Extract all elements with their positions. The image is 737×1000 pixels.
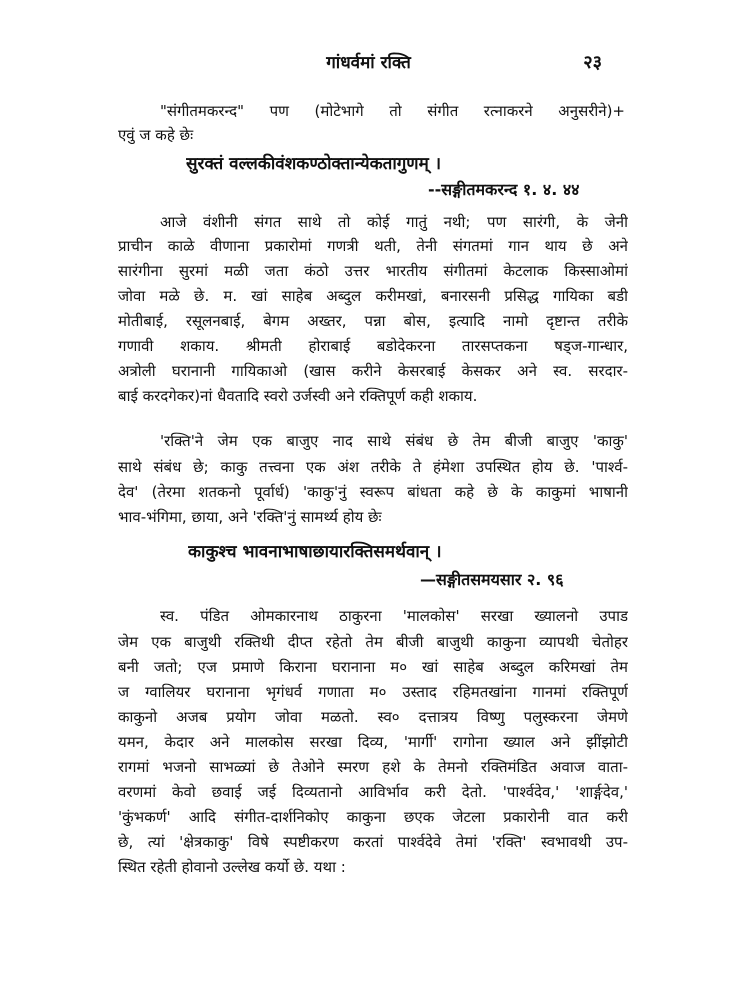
intro-line: "संगीतमकरन्द" पण (मोटेभागे तो संगीत रत्नाकरने अनुसरीने)+ <box>160 102 625 120</box>
paragraph-line: सारंगीना सुरमां मळी जता कंठो उत्तर भारतीय संगीतमां केटलाक किस्साओमां <box>118 262 628 280</box>
paragraph-line: ज ग्वालियर घरानाना भृगंधर्व गणाता म० उस्ताद रहिमतखांना गानमां रक्तिपूर्ण <box>118 683 628 701</box>
paragraph-line: बाई करदगेकर)नां धैवतादि स्वरो उर्जस्वी अने रक्तिपूर्ण कही शकाय. <box>118 387 478 405</box>
paragraph-line: काकुनो अजब प्रयोग जोवा मळतो. स्व० दत्तात्रय विष्णु पलुस्करना जेमणे <box>118 708 628 726</box>
page-number: २३ <box>583 52 602 73</box>
verse-citation: --सङ्गीतमकरन्द १. ४. ४४ <box>428 180 580 199</box>
paragraph-line: छे, त्यां 'क्षेत्रकाकु' विषे स्पष्टीकरण करतां पार्श्वदेवे तेमां 'रक्ति' स्वभावथी उप- <box>118 833 628 851</box>
sanskrit-verse: सुरक्तं वल्लकीवंशकण्ठोक्तान्येकतागुणम् । <box>186 154 442 174</box>
sanskrit-verse: काकुश्च भावनाभाषाछायारक्तिसमर्थवान् । <box>188 542 442 562</box>
paragraph-line: प्राचीन काळे वीणाना प्रकारोमां गणत्री थती, तेनी संगतमां गान थाय छे अने <box>118 237 628 255</box>
paragraph-line: वरणमां केवो छवाई जई दिव्यतानो आविर्भाव करी देतो. 'पार्श्वदेव,' 'शार्ङ्गदेव,' <box>118 783 628 801</box>
paragraph-line: जोवा मळे छे. म. खां साहेब अब्दुल करीमखां, बनारसनी प्रसिद्ध गायिका बडी <box>118 287 628 305</box>
paragraph-line: गणावी शकाय. श्रीमती होराबाई बडोदेकरना तारसप्तकना षड्ज-गान्धार, <box>118 337 628 355</box>
paragraph-line: बनी जतो; एज प्रमाणे किराना घरानाना म० खां साहेब अब्दुल करिमखां तेम <box>118 658 628 676</box>
paragraph-line: स्व. पंडित ओमकारनाथ ठाकुरना 'मालकोस' सरखा ख्यालनो उपाड <box>160 607 628 625</box>
paragraph-line: यमन, केदार अने मालकोस सरखा दिव्य, 'मार्गी' रागोना ख्याल अने झींझोटी <box>118 733 628 751</box>
verse-citation: —सङ्गीतसमयसार २. ९६ <box>420 570 564 589</box>
paragraph-line: रागमां भजनो साभळ्यां छे तेओने स्मरण हशे के तेमनो रक्तिमंडित अवाज वाता- <box>118 758 628 776</box>
intro-line: एवुं ज कहे छेः <box>118 126 194 144</box>
paragraph-line: आजे वंशीनी संगत साथे तो कोई गातुं नथी; पण सारंगी, के जेनी <box>160 213 628 231</box>
paragraph-line: जेम एक बाजुथी रक्तिथी दीप्त रहेतो तेम बीजी बाजुथी काकुना व्यापथी चेतोहर <box>118 633 628 651</box>
paragraph-line: स्थित रहेती होवानो उल्लेख कर्यो छे. यथा : <box>118 858 346 876</box>
paragraph-line: अत्रोली घरानानी गायिकाओ (खास करीने केसरबाई केसकर अने स्व. सरदार- <box>118 362 628 380</box>
running-title: गांधर्वमां रक्ति <box>326 53 411 73</box>
paragraph-line: मोतीबाई, रसूलनबाई, बेगम अख्तर, पन्ना बोस, इत्यादि नामो दृष्टान्त तरीके <box>118 312 628 330</box>
paragraph-line: भाव-भंगिमा, छाया, अने 'रक्ति'नुं सामर्थ्य होय छेः <box>118 508 382 526</box>
paragraph-line: देव' (तेरमा शतकनो पूर्वार्ध) 'काकु'नुं स्वरूप बांधता कहे छे के काकुमां भाषानी <box>118 483 628 501</box>
paragraph-line: 'रक्ति'ने जेम एक बाजुए नाद साथे संबंध छे तेम बीजी बाजुए 'काकु' <box>160 432 628 450</box>
paragraph-line: 'कुंभकर्ण' आदि संगीत-दार्शनिकोए काकुना छएक जेटला प्रकारोनी वात करी <box>118 808 628 826</box>
paragraph-line: साथे संबंध छे; काकु तत्त्वना एक अंश तरीके ते हंमेशा उपस्थित होय छे. 'पार्श्व- <box>118 458 628 476</box>
page-header <box>0 50 737 80</box>
